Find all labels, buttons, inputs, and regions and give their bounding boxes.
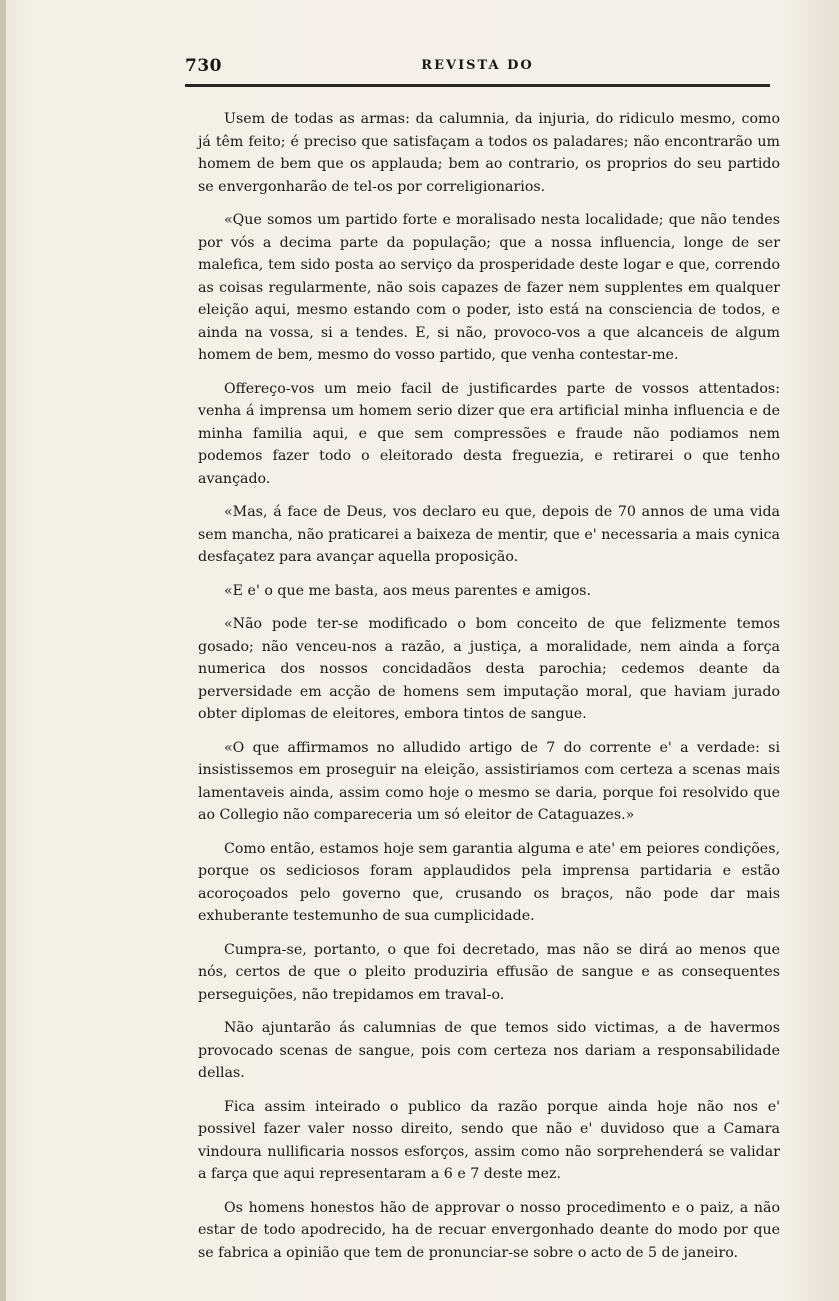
paragraph: Usem de todas as armas: da calumnia, da injuria, do ridiculo mesmo, como já têm feito; é preciso que satisfaçam a todos os paladares; não encontrarão um homem de bem que os applauda; bem ao contrario, os proprios do seu partido se envergonharão de tel-os por correligionarios. xyxy=(198,111,780,195)
paragraph: «Não pode ter-se modificado o bom conceito de que felizmente temos gosado; não venceu-nos a razão, a justiça, a moralidade, nem ainda a força numerica dos nossos concidadãos desta parochia; cedemos deante da perversidade em acção de homens sem imputação moral, que haviam jurado obter diplomas de eleitores, embora tintos de sangue. xyxy=(198,616,780,722)
page-number: 730 xyxy=(185,56,222,76)
paragraph: «E e' o que me basta, aos meus parentes e amigos. xyxy=(224,582,591,599)
paragraph: Como então, estamos hoje sem garantia alguma e ate' em peiores condições, porque os sediciosos foram applaudidos pela imprensa partidaria e estão acoroçoados pelo governo que, crusando os braços, não pode dar mais exhuberante testemunho de sua cumplicidade. xyxy=(198,840,780,924)
paragraph: Os homens honestos hão de approvar o nosso procedimento e o paiz, a não estar de todo apodrecido, ha de recuar envergonhado deante do modo por que se fabrica a opinião que tem de pronunciar-se sobre o acto de 5 de janeiro. xyxy=(198,1199,780,1261)
paragraph: «O que affirmamos no alludido artigo de 7 do corrente e' a verdade: si insistissemos em proseguir na eleição, assistiriamos com certeza a scenas mais lamentaveis ainda, assim como hoje o mesmo se daria, porque foi resolvido que ao Collegio não compareceria um só eleitor de Cataguazes.» xyxy=(198,739,780,823)
page-header xyxy=(185,56,770,86)
paragraph: Offereço-vos um meio facil de justificardes parte de vossos attentados: venha á imprensa um homem serio dizer que era artificial minha influencia e de minha familia aqui, e que sem compressões e fraude não podiamos nem podemos fazer todo o eleitorado desta freguezia, e retirarei o que tenho avançado. xyxy=(198,380,780,487)
paragraph: Fica assim inteirado o publico da razão porque ainda hoje não nos e' possivel fazer valer nosso direito, sendo que não e' duvidoso que a Camara vindoura nullificaria nossos esforços, assim como não sorprehenderá se validar a farça que aqui representaram a 6 e 7 deste mez. xyxy=(198,1098,780,1182)
paragraph: «Que somos um partido forte e moralisado nesta localidade; que não tendes por vós a decima parte da população; que a nossa influencia, longe de ser malefica, tem sido posta ao serviço da prosperidade deste logar e que, correndo as coisas regularmente, não sois capazes de fazer nem supplentes em qualquer eleição aqui, mesmo estando com o poder, isto está na consciencia de todos, e ainda na vossa, si a tendes. E, si não, provoco-vos a que alcanceis de algum homem de bem, mesmo do vosso partido, que venha contestar-me. xyxy=(198,212,780,363)
paragraph: Não ajuntarão ás calumnias de que temos sido victimas, a de havermos provocado scenas de sangue, pois com certeza nos dariam a responsabilidade dellas. xyxy=(198,1020,780,1081)
page-binding-edge xyxy=(0,0,6,1301)
running-title: REVISTA DO xyxy=(421,58,534,73)
header-rule xyxy=(185,84,770,87)
paragraph: «Mas, á face de Deus, vos declaro eu que, depois de 70 annos de uma vida sem mancha, não praticarei a baixeza de mentir, que e' necessaria a mais cynica desfaçatez para avançar aquella proposição. xyxy=(198,504,780,565)
paragraph: Cumpra-se, portanto, o que foi decretado, mas não se dirá ao menos que nós, certos de que o pleito produziria effusão de sangue e as consequentes perseguições, não trepidamos em traval-o. xyxy=(198,941,780,1003)
article-body xyxy=(198,108,780,1275)
